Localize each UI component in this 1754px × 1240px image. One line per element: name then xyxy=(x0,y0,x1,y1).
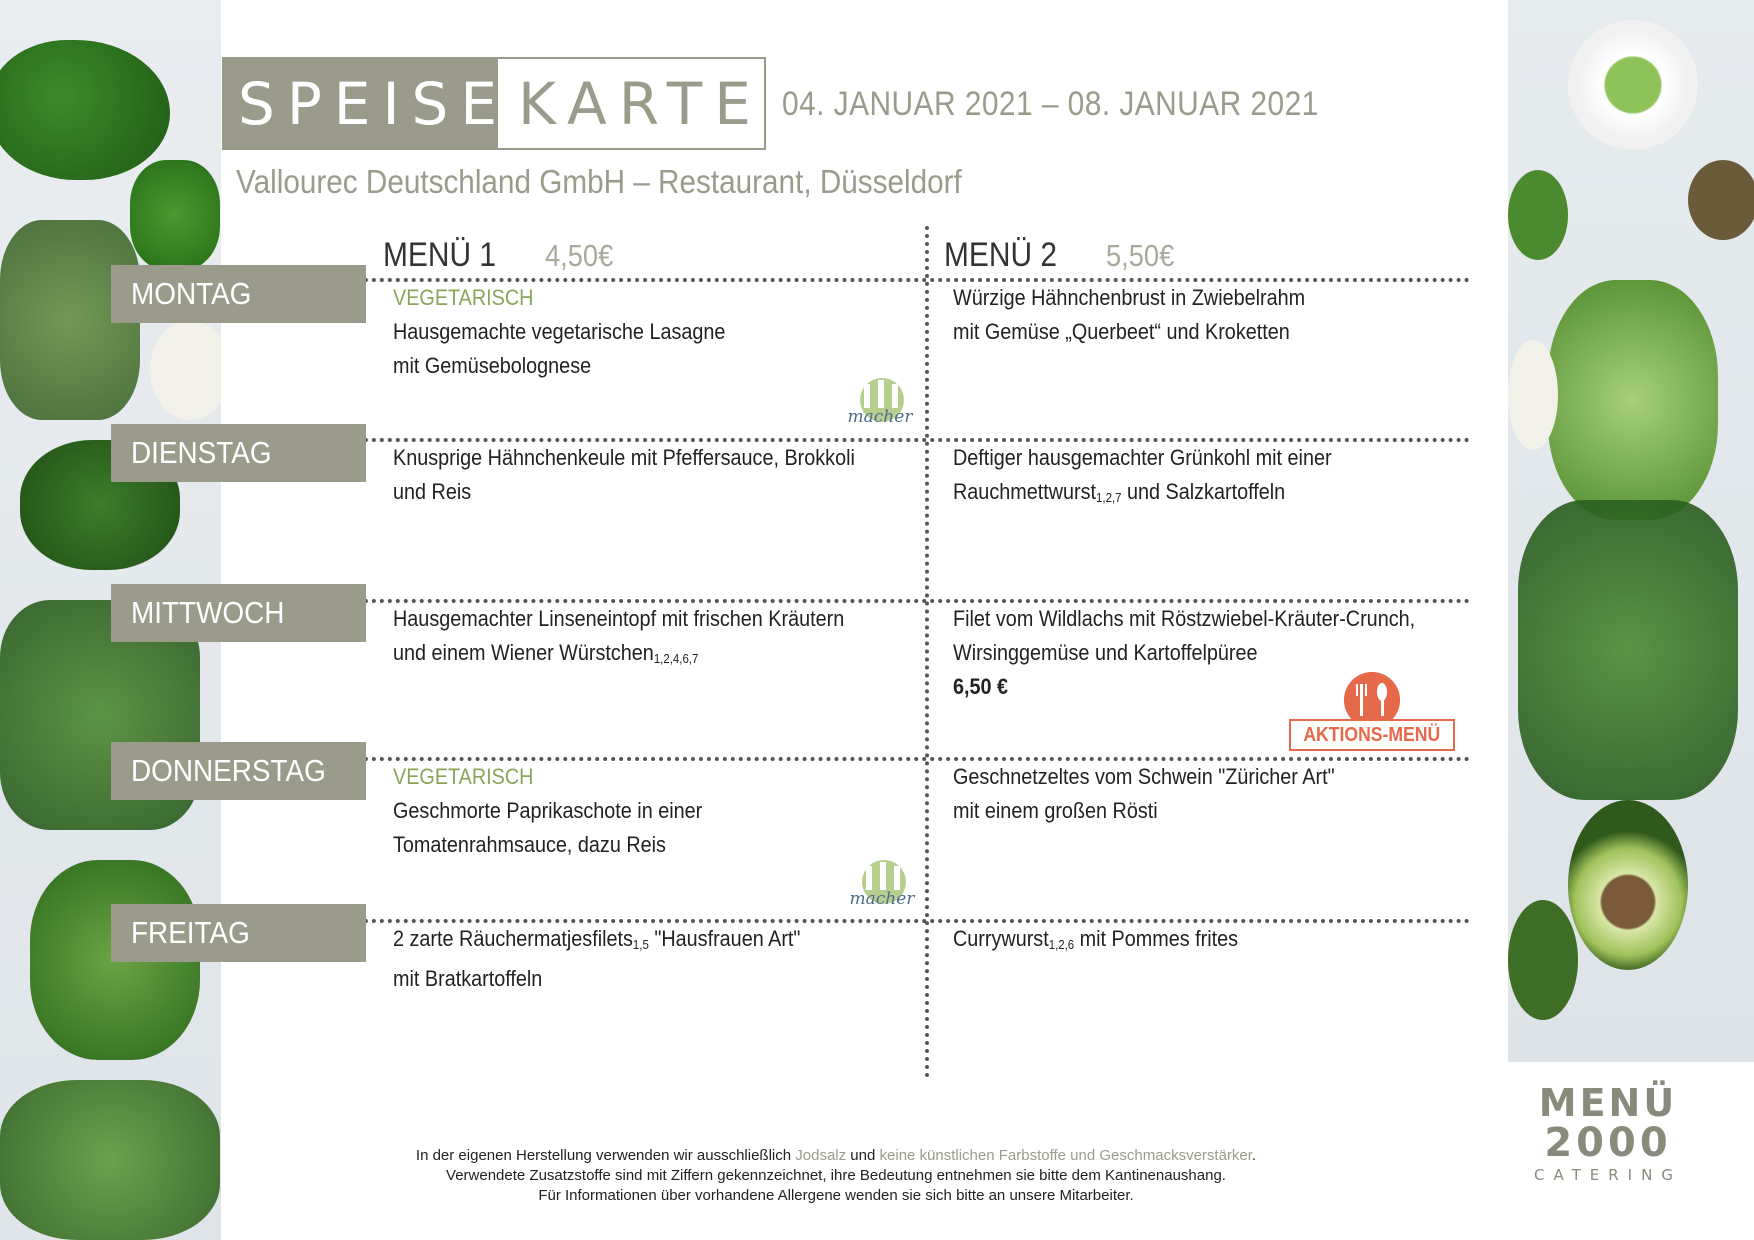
dish-montag-menu2: Würzige Hähnchenbrust in Zwiebelrahm mit Gemüse „Querbeet“ und Kroketten xyxy=(953,285,1306,344)
title-speise: SPEISE xyxy=(224,59,498,148)
day-label-freitag: FREITAG xyxy=(111,904,366,962)
dish-dienstag-menu2: Deftiger hausgemachter Grünkohl mit einer Rauchmettwurst$_{1,2,7}$ und Salzkartoffeln xyxy=(953,445,1332,505)
svg-text:2000: 2000 xyxy=(1544,1120,1672,1166)
footer-notes xyxy=(332,1146,1340,1206)
footer-line-1: In der eigenen Herstellung verwenden wir ausschließlich Jodsalz und keine künstlichen Farbstoffe und Geschmacksverstärker. xyxy=(415,1147,1257,1164)
title-karte: KARTE xyxy=(518,69,763,138)
allergen-codes: 1,2,4,6,7 xyxy=(653,651,699,666)
dish-montag-menu1: VEGETARISCH Hausgemachte vegetarische Lasagne mit Gemüsebolognese xyxy=(393,281,771,383)
dish-freitag-menu2: Currywurst$_{1,2,6}$ mit Pommes frites xyxy=(953,926,1239,952)
vegetarian-tag: VEGETARISCH xyxy=(393,285,534,310)
vegetarian-tag: VEGETARISCH xyxy=(393,764,534,789)
dish-donnerstag-menu1: VEGETARISCH Geschmorte Paprikaschote in einer Tomatenrahmsauce, dazu Reis xyxy=(393,760,744,862)
date-range: 04. JANUAR 2021 – 08. JANUAR 2021 xyxy=(782,85,1319,123)
special-price: 6,50 € xyxy=(953,674,1009,699)
svg-text:MENÜ: MENÜ xyxy=(1538,1081,1678,1125)
day-label-mittwoch: MITTWOCH xyxy=(111,584,366,642)
menu2000-catering-logo xyxy=(1518,1078,1698,1188)
allergen-codes: 1,2,7 xyxy=(1096,490,1122,505)
dish-dienstag-menu1: Knusprige Hähnchenkeule mit Pfeffersauce, Brokkoli und Reis xyxy=(393,445,855,504)
vegetable-image-right xyxy=(1508,0,1754,1062)
menu1-price: 4,50€ xyxy=(545,238,614,273)
restaurant-subtitle: Vallourec Deutschland GmbH – Restaurant, Düsseldorf xyxy=(236,163,962,200)
dish-freitag-menu1: 2 zarte Räuchermatjesfilets$_{1,5}$ "Hausfrauen Art" mit Bratkartoffeln xyxy=(393,926,801,991)
macher-badge-icon xyxy=(840,856,922,912)
menu2-price: 5,50€ xyxy=(1106,238,1175,273)
dish-mittwoch-menu1: Hausgemachter Linseneintopf mit frischen Kräutern und einem Wiener Würstchen$_{1,2,4,6,7}$ xyxy=(393,606,845,666)
svg-text:macher: macher xyxy=(847,407,913,427)
day-label-dienstag: DIENSTAG xyxy=(111,424,366,482)
menu1-name: MENÜ 1 xyxy=(383,236,497,274)
svg-text:CATERING: CATERING xyxy=(1534,1166,1682,1184)
macher-badge-icon xyxy=(838,374,920,430)
dish-donnerstag-menu2: Geschnetzeltes vom Schwein "Züricher Art" mit einem großen Rösti xyxy=(953,764,1335,823)
dish-mittwoch-menu2: Filet vom Wildlachs mit Röstzwiebel-Kräuter-Crunch, Wirsinggemüse und Kartoffelpüree 6,50 € xyxy=(953,602,1478,704)
day-label-montag: MONTAG xyxy=(111,265,366,323)
menu2-name: MENÜ 2 xyxy=(944,236,1058,274)
aktions-menu-badge: AKTIONS-MENÜ xyxy=(1289,719,1455,751)
allergen-codes: 1,5 xyxy=(632,937,649,952)
footer-line-2: Verwendete Zusatzstoffe sind mit Ziffern gekennzeichnet, ihre Bedeutung entnehmen sie bitte dem Kantinenaushang. xyxy=(446,1167,1226,1184)
allergen-codes: 1,2,6 xyxy=(1048,937,1075,952)
menu2-header xyxy=(944,236,1184,275)
day-label-donnerstag: DONNERSTAG xyxy=(111,742,366,800)
svg-text:macher: macher xyxy=(849,889,915,909)
footer-line-3: Für Informationen über vorhandene Allergene wenden sie sich bitte an unsere Mitarbeiter. xyxy=(538,1187,1134,1204)
column-divider xyxy=(925,226,929,1078)
menu1-header xyxy=(383,236,623,275)
title-box xyxy=(222,57,766,150)
